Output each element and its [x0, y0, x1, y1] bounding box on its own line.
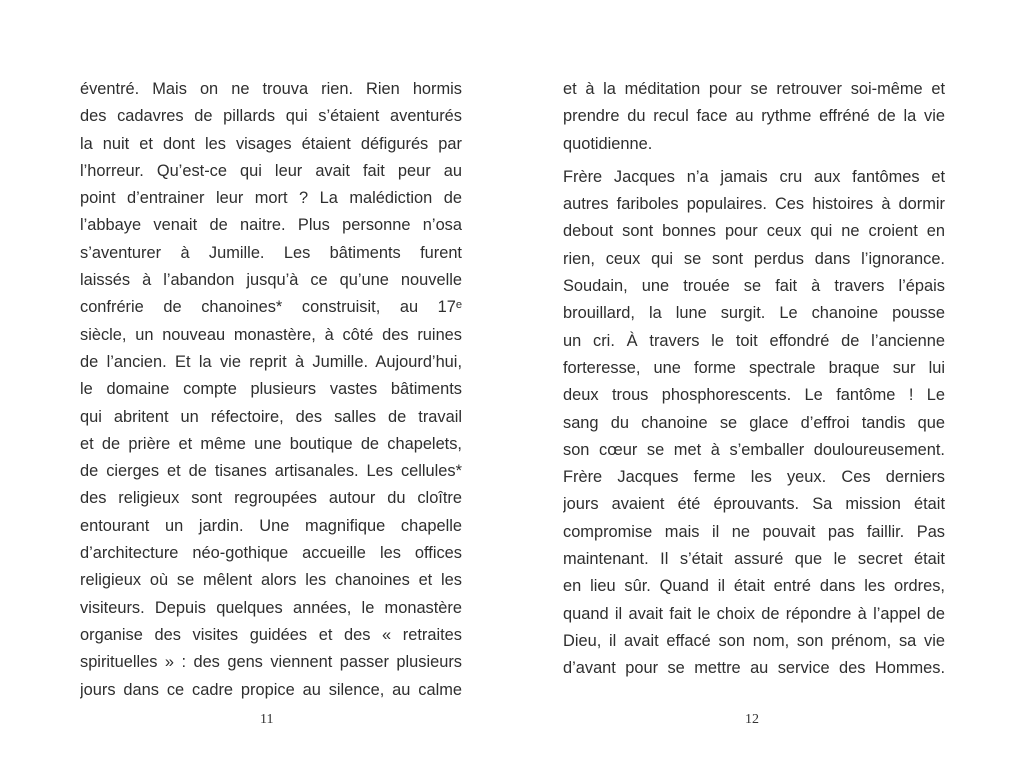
text-line: des religieux sont regroupées autour du cloître — [80, 489, 462, 508]
text-line: quand il avait fait le choix de répondre à l’appel de — [563, 604, 945, 623]
text-line: siècle, un nouveau monastère, à côté des ruines — [80, 325, 462, 344]
text-line: éventré. Mais on ne trouva rien. Rien hormis — [80, 80, 462, 98]
text-line: l’abbaye venait de naitre. Plus personne n’osa — [80, 216, 462, 235]
text-line: son cœur se met à s’emballer douloureusement. — [563, 440, 945, 459]
text-line: religieux où se mêlent alors les chanoines et les — [80, 571, 462, 590]
text-line: d’avant pour se mettre au service des Hommes. — [563, 659, 945, 678]
text-line: qui abritent un réfectoire, des salles de travail — [80, 407, 462, 426]
text-line: rien, ceux qui se sont perdus dans l’ignorance. — [563, 249, 945, 268]
text-line: Frère Jacques n’a jamais cru aux fantômes et — [563, 167, 945, 186]
text-line: quotidienne. — [563, 134, 653, 153]
text-line: laissés à l’abandon jusqu’à ce qu’une nouvelle — [80, 271, 462, 290]
text-line: le domaine compte plusieurs vastes bâtiments — [80, 380, 462, 399]
text-line: prendre du recul face au rythme effréné de la vie — [563, 107, 945, 126]
text-line: organise des visites guidées et des « retraites — [80, 625, 462, 644]
text-line: un cri. À travers le toit effondré de l’ancienne — [563, 331, 945, 350]
text-line: en lieu sûr. Quand il était entré dans les ordres, — [563, 577, 945, 596]
text-line: confrérie de chanoines* construisit, au 17ᵉ — [80, 298, 462, 317]
text-line: la nuit et dont les visages étaient défigurés par — [80, 134, 462, 153]
text-line: d’architecture néo-gothique accueille les offices — [80, 544, 462, 563]
text-line: deux trous phosphorescents. Le fantôme ! Le — [563, 386, 945, 405]
text-line: maintenant. Il s’était assuré que le secret était — [563, 550, 945, 569]
text-line: Soudain, une trouée se fait à travers l’épais — [563, 277, 945, 296]
text-line: sang du chanoine se glace d’effroi tandis que — [563, 413, 945, 432]
text-line: point d’entrainer leur mort ? La malédiction de — [80, 189, 462, 208]
text-line: autres fariboles populaires. Ces histoires à dormir — [563, 195, 945, 214]
text-line: et à la méditation pour se retrouver soi-même et — [563, 80, 945, 98]
text-line: visiteurs. Depuis quelques années, le monastère — [80, 598, 462, 617]
text-line: forteresse, une forme spectrale braque sur lui — [563, 358, 945, 377]
text-line: jours avaient été éprouvants. Sa mission était — [563, 495, 945, 514]
page-number-left: 11 — [260, 712, 274, 727]
text-line: Frère Jacques ferme les yeux. Ces derniers — [563, 468, 945, 487]
text-line: compromise mais il ne pouvait pas faillir. Pas — [563, 522, 945, 541]
text-line: de l’ancien. Et la vie reprit à Jumille. Aujourd’hui, — [80, 352, 462, 371]
text-line: spirituelles » : des gens viennent passer plusieurs — [80, 653, 462, 672]
text-line: et de prière et même une boutique de chapelets, — [80, 434, 462, 453]
text-line: brouillard, la lune surgit. Le chanoine pousse — [563, 304, 945, 323]
text-line: Dieu, il avait effacé son nom, son prénom, sa vie — [563, 631, 945, 650]
text-line: l’horreur. Qu’est-ce qui leur avait fait peur au — [80, 161, 462, 180]
text-line: de cierges et de tisanes artisanales. Les cellules* — [80, 462, 462, 481]
right-page-text — [563, 76, 945, 683]
text-line: s’aventurer à Jumille. Les bâtiments furent — [80, 243, 462, 262]
text-line: debout sont bonnes pour ceux qui ne croient en — [563, 222, 945, 241]
text-line: des cadavres de pillards qui s’étaient aventurés — [80, 107, 462, 126]
text-line: entourant un jardin. Une magnifique chapelle — [80, 516, 462, 535]
text-line: jours dans ce cadre propice au silence, au calme — [80, 680, 462, 699]
page-number-right: 12 — [745, 712, 759, 727]
left-page-text — [80, 76, 462, 704]
